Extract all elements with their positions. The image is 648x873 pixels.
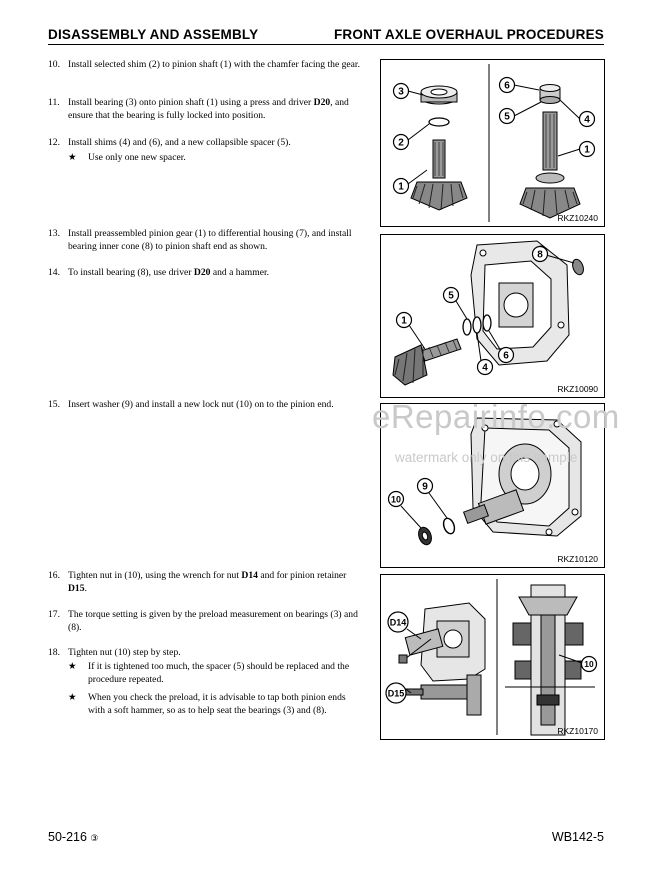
tool-code: D15 (68, 582, 85, 594)
star-icon: ★ (68, 152, 77, 163)
figure-pinion-housing (380, 234, 605, 398)
callout-5: 5 (504, 111, 510, 123)
figure-pinion-shims (380, 59, 605, 227)
callout-2: 2 (398, 137, 404, 149)
step-12 (48, 137, 364, 150)
callout-5: 5 (448, 290, 454, 302)
figure-tighten-nut (380, 574, 605, 740)
step-13 (48, 228, 364, 253)
note-text: When you check the preload, it is advisable to tap both pinion ends with a soft hammer, so as to help seat the bearings (3) and (8). (88, 692, 346, 716)
step-text: Install selected shim (2) to pinion shaft (1) with the chamfer facing the gear. (68, 59, 360, 70)
step-text: Insert washer (9) and install a new lock nut (10) on to the pinion end. (68, 399, 334, 410)
callout-d14: D14 (389, 617, 407, 628)
step-number: 15. (48, 399, 60, 410)
note-text: Use only one new spacer. (88, 152, 186, 163)
note-step-18a (68, 661, 364, 686)
callout-3: 3 (398, 86, 404, 98)
step-text: Install bearing (3) onto pinion shaft (1) using a press and driver D20, and ensure that the bearing is fully locked into position. (68, 97, 349, 121)
watermark-logo: eRepairinfo.com (372, 398, 620, 435)
step-number: 14. (48, 267, 60, 278)
section-title: DISASSEMBLY AND ASSEMBLY (48, 27, 259, 42)
step-17 (48, 609, 364, 634)
callout-d15: D15 (387, 688, 405, 699)
page-number: 50-216 ③ (48, 830, 99, 844)
step-number: 13. (48, 228, 60, 239)
figure-code: RKZ10170 (557, 726, 598, 736)
callout-6: 6 (504, 80, 510, 92)
model-code: WB142-5 (551, 830, 604, 844)
note-text: If it is tightened too much, the spacer (5) should be replaced and the procedure repeated. (88, 661, 350, 685)
callout-10: 10 (584, 659, 594, 669)
callout-9: 9 (422, 481, 428, 493)
revision-mark: ③ (90, 833, 99, 843)
step-number: 10. (48, 59, 60, 70)
callout-1: 1 (584, 144, 590, 156)
header-rule (48, 44, 604, 45)
step-15 (48, 399, 364, 412)
step-text: Tighten nut (10) step by step. (68, 647, 181, 658)
figure-code: RKZ10090 (557, 384, 598, 394)
star-icon: ★ (68, 661, 77, 672)
figure-code: RKZ10240 (557, 213, 598, 223)
star-icon: ★ (68, 692, 77, 703)
step-18 (48, 647, 364, 660)
step-number: 16. (48, 570, 60, 581)
callout-1: 1 (398, 181, 404, 193)
tool-code: D14 (241, 570, 258, 581)
callout-4: 4 (584, 114, 590, 126)
step-text: The torque setting is given by the preload measurement on bearings (3) and (8). (68, 609, 358, 633)
note-step-12 (68, 152, 364, 165)
callout-10: 10 (390, 494, 402, 505)
tighten-nut-illustration (381, 575, 604, 739)
step-11 (48, 97, 364, 122)
step-text: To install bearing (8), use driver D20 and a hammer. (68, 267, 270, 278)
tool-code: D20 (193, 267, 211, 278)
watermark-text: watermark only on this sample (395, 450, 578, 465)
callout-4: 4 (482, 362, 488, 374)
step-text: Install shims (4) and (6), and a new collapsible spacer (5). (68, 137, 291, 148)
step-number: 17. (48, 609, 60, 620)
pinion-housing-illustration (381, 235, 604, 397)
chapter-title: FRONT AXLE OVERHAUL PROCEDURES (333, 27, 604, 42)
figure-code: RKZ10120 (557, 554, 598, 564)
pinion-shims-illustration (381, 60, 604, 226)
step-number: 18. (48, 647, 60, 658)
step-text: Install preassembled pinion gear (1) to differential housing (7), and install bearing inner cone (8) to pinion shaft end as shown. (68, 228, 352, 252)
step-number: 12. (48, 137, 60, 148)
tool-code: D20 (313, 97, 331, 108)
callout-1: 1 (401, 315, 407, 327)
step-text: Tighten nut in (10), using the wrench for nut D14 and for pinion retainer D15. (68, 570, 347, 594)
callout-8: 8 (537, 249, 543, 261)
note-step-18b (68, 692, 364, 717)
step-number: 11. (48, 97, 60, 108)
step-10 (48, 59, 364, 72)
step-14 (48, 267, 364, 280)
step-16 (48, 570, 364, 595)
callout-6: 6 (503, 350, 509, 362)
